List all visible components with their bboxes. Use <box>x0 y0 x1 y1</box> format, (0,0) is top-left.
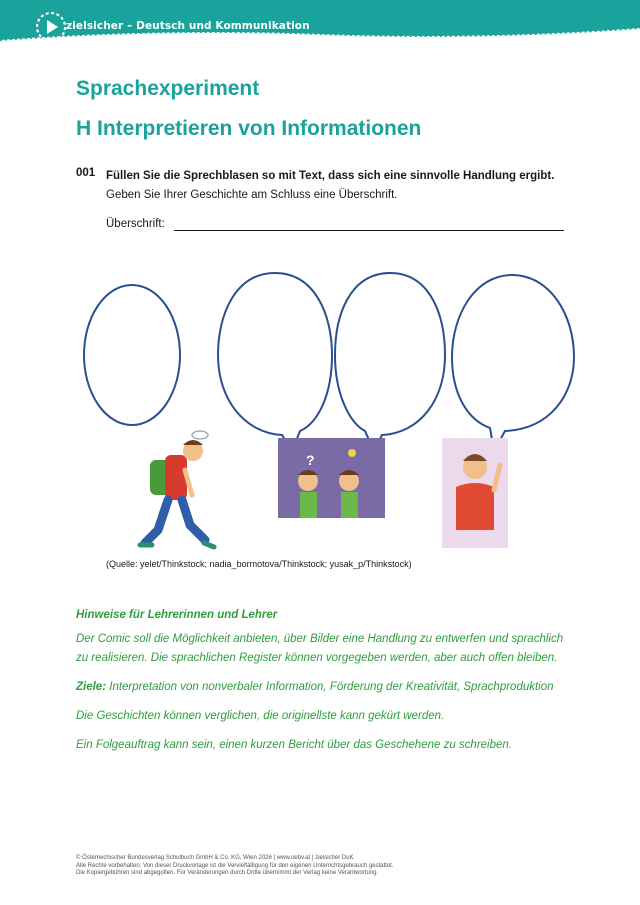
notes-heading: Hinweise für Lehrerinnen und Lehrer <box>76 609 278 621</box>
thinking-twins-illustration <box>278 438 385 518</box>
notes-paragraph-4: Ein Folgeauftrag kann sein, einen kurzen Bericht über das Geschehene zu schreiben. <box>76 739 512 751</box>
question-mark: ? <box>306 452 315 468</box>
footer-line-1: © Österreichischer Bundesverlag Schulbuch GmbH & Co. KG, Wien 2026 | www.oebv.at | zielsicher DuK <box>76 855 354 861</box>
idea-man-illustration <box>442 438 508 548</box>
speech-bubble-2[interactable] <box>218 273 332 451</box>
task-number: 001 <box>76 167 96 179</box>
copyright-footer <box>76 855 394 878</box>
brand-title: zielsicher – Deutsch und Kommunikation <box>66 20 310 32</box>
goals-text: Interpretation von nonverbaler Information, Förderung der Kreativität, Sprachproduktion <box>109 681 554 693</box>
notes-paragraph-1: Der Comic soll die Möglichkeit anbieten, über Bilder eine Handlung zu entwerfen und sprachlich zu realisieren. Die sprachlichen Register können vorgegeben werden, aber auch offen bleiben. <box>76 633 564 664</box>
play-circle-icon <box>33 9 69 45</box>
notes-paragraph-3: Die Geschichten können verglichen, die originellste kann gekürt werden. <box>76 710 445 722</box>
heading-answer-line[interactable] <box>174 230 564 231</box>
teacher-notes <box>76 606 566 765</box>
heading-label: Überschrift: <box>106 218 165 230</box>
task-line-1: Füllen Sie die Sprechblasen so mit Text, dass sich eine sinnvolle Handlung ergibt. <box>106 170 555 182</box>
notes-goals <box>76 678 566 697</box>
speech-bubble-3[interactable] <box>335 273 445 451</box>
image-source-credit: (Quelle: yelet/Thinkstock; nadia_bormotova/Thinkstock; yusak_p/Thinkstock) <box>106 559 412 569</box>
page-subtitle: H Interpretieren von Informationen <box>76 117 422 140</box>
footer-line-2: Alle Rechte vorbehalten. Von dieser Druckvorlage ist die Vervielfältigung für den eigenen Unterrichtsgebrauch gestattet. <box>76 862 394 869</box>
speech-bubble-1[interactable] <box>84 285 180 425</box>
walking-man-illustration <box>140 431 214 547</box>
footer-line-3: Die Kopiergebühren sind abgegolten. Für Veränderungen durch Dritte übernimmt der Verlag keine Verantwortung. <box>76 870 379 876</box>
goals-label: Ziele: <box>76 681 107 693</box>
header-banner <box>0 0 640 46</box>
task-instructions <box>106 167 576 205</box>
page-title: Sprachexperiment <box>76 77 260 100</box>
comic-strip <box>0 255 640 555</box>
speech-bubble-4[interactable] <box>452 275 574 451</box>
task-line-2: Geben Sie Ihrer Geschichte am Schluss eine Überschrift. <box>106 189 398 201</box>
